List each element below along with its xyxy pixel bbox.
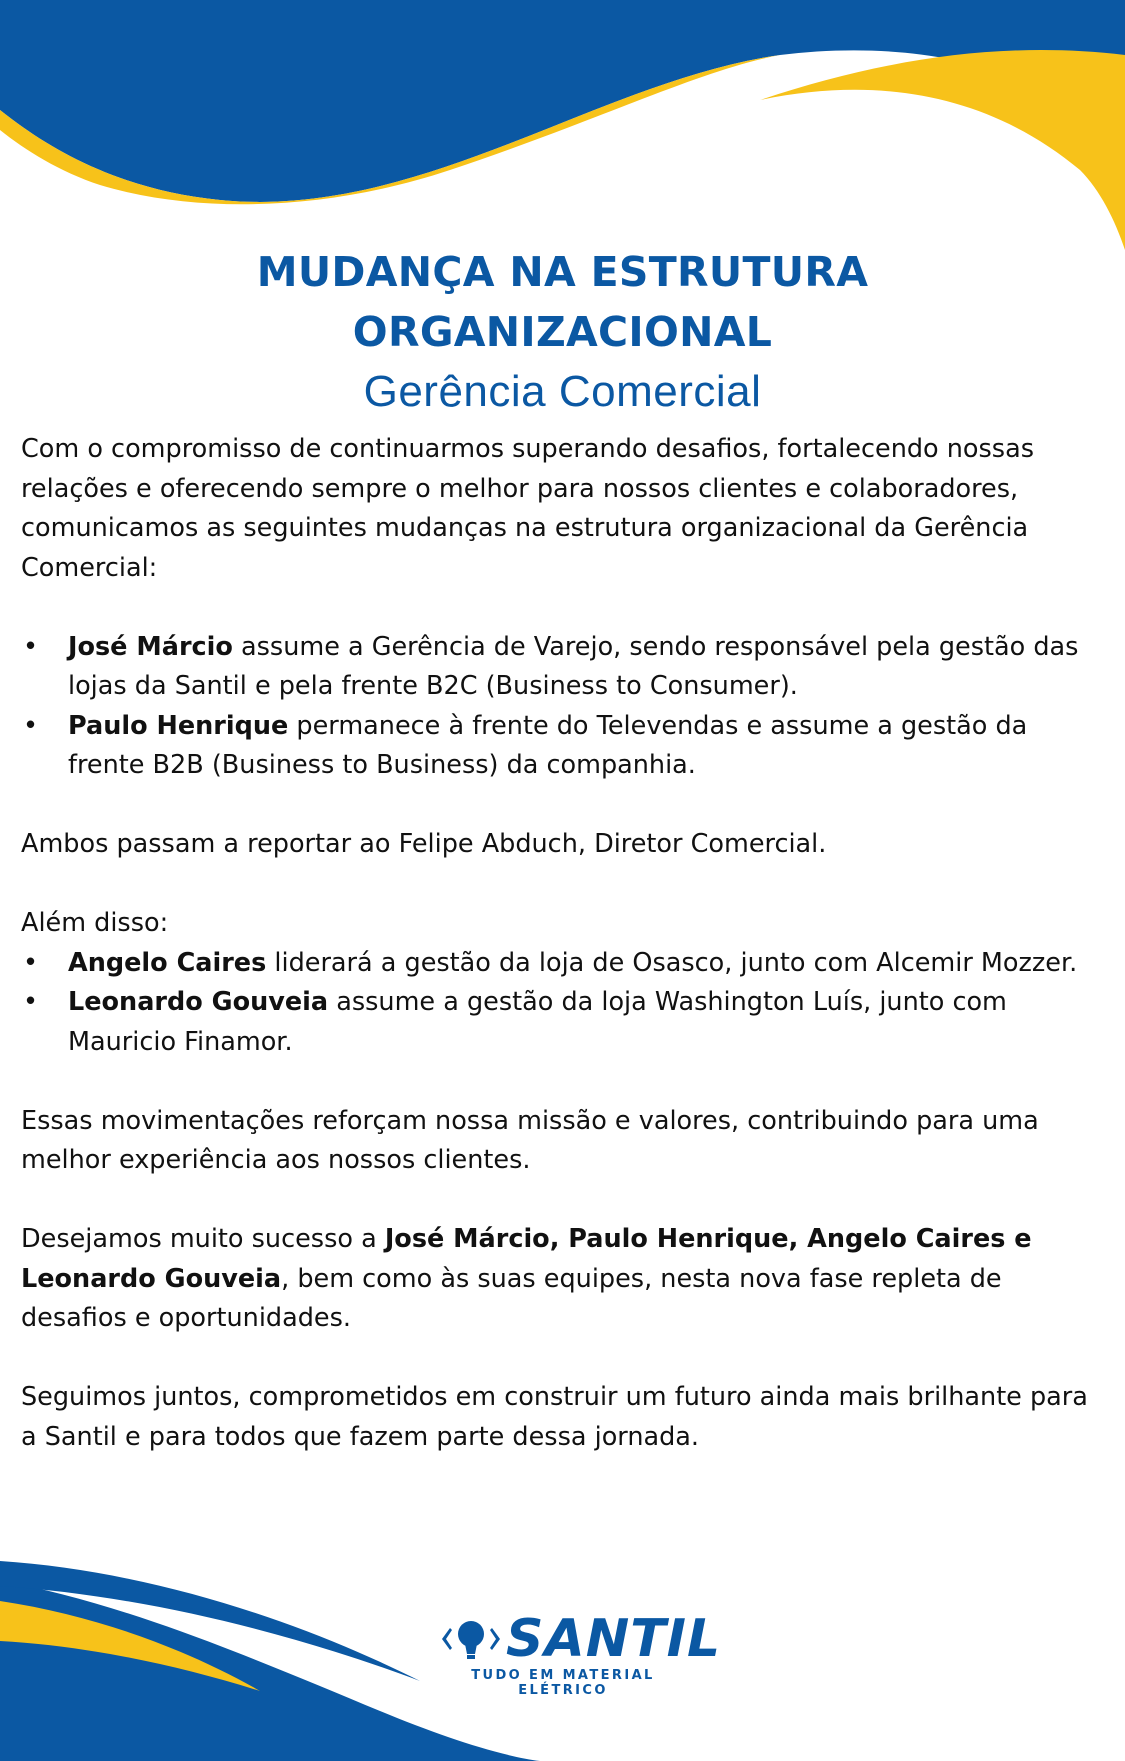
list-item xyxy=(21,628,1111,707)
title-block xyxy=(0,242,1125,420)
list-item xyxy=(21,944,1111,984)
wishes-prefix: Desejamos muito sucesso a xyxy=(21,1224,385,1254)
closing-paragraph: Seguimos juntos, comprometidos em construir um futuro ainda mais brilhante para a Santil e para todos que fazem parte dessa jornada. xyxy=(21,1382,1088,1452)
wishes-suffix: , bem como às suas equipes, nesta nova fase repleta de desafios e oportunidades. xyxy=(21,1263,1002,1333)
change-description: assume a Gerência de Varejo, sendo responsável pela gestão das lojas da Santil e pela frente B2C (Business to Consumer). xyxy=(68,631,1079,701)
bullet-icon: • xyxy=(23,987,39,1017)
bullet-icon: • xyxy=(23,631,39,662)
logo-tagline: TUDO EM MATERIAL ELÉTRICO xyxy=(471,1668,655,1698)
page-title-line-2: ORGANIZACIONAL xyxy=(352,308,773,356)
lightbulb-logo-icon xyxy=(438,1614,504,1664)
person-name: Leonardo Gouveia xyxy=(68,987,329,1017)
page-title-line-1: MUDANÇA NA ESTRUTURA xyxy=(256,248,869,296)
report-paragraph: Ambos passam a reportar ao Felipe Abduch, Diretor Comercial. xyxy=(21,829,827,859)
additional-list xyxy=(21,944,1111,1063)
mission-paragraph: Essas movimentações reforçam nossa missão e valores, contribuindo para uma melhor experiência aos nossos clientes. xyxy=(21,1105,1039,1175)
wishes-paragraph xyxy=(21,1220,1111,1339)
santil-logo xyxy=(438,1609,722,1698)
change-description: permanece à frente do Televendas e assume a gestão da frente B2B (Business to Business) da companhia. xyxy=(68,710,1028,780)
bullet-icon: • xyxy=(23,710,39,741)
intro-paragraph: Com o compromisso de continuarmos superando desafios, fortalecendo nossas relações e oferecendo sempre o melhor para nossos clientes e colaboradores, comunicamos as seguintes mudanças na estrutura organizacional da Gerência Comercial: xyxy=(21,434,1035,583)
change-description: liderará a gestão da loja de Osasco, junto com Alcemir Mozzer. xyxy=(266,947,1078,978)
person-name: Angelo Caires xyxy=(68,947,267,978)
list-item xyxy=(21,707,1111,786)
changes-list xyxy=(21,628,1111,786)
list-item xyxy=(21,983,1111,1062)
person-name: Paulo Henrique xyxy=(68,710,289,741)
logo-wordmark: SANTIL xyxy=(506,1609,722,1669)
change-description: assume a gestão da loja Washington Luís, junto com Mauricio Finamor. xyxy=(68,987,1007,1057)
wishes-names: José Márcio, Paulo Henrique, Angelo Caires e Leonardo Gouveia xyxy=(21,1224,1032,1294)
additional-heading: Além disso: xyxy=(21,908,169,938)
announcement-body xyxy=(21,430,1111,1457)
bullet-icon: • xyxy=(23,947,39,978)
page-subtitle: Gerência Comercial xyxy=(363,367,762,416)
person-name: José Márcio xyxy=(68,631,233,662)
